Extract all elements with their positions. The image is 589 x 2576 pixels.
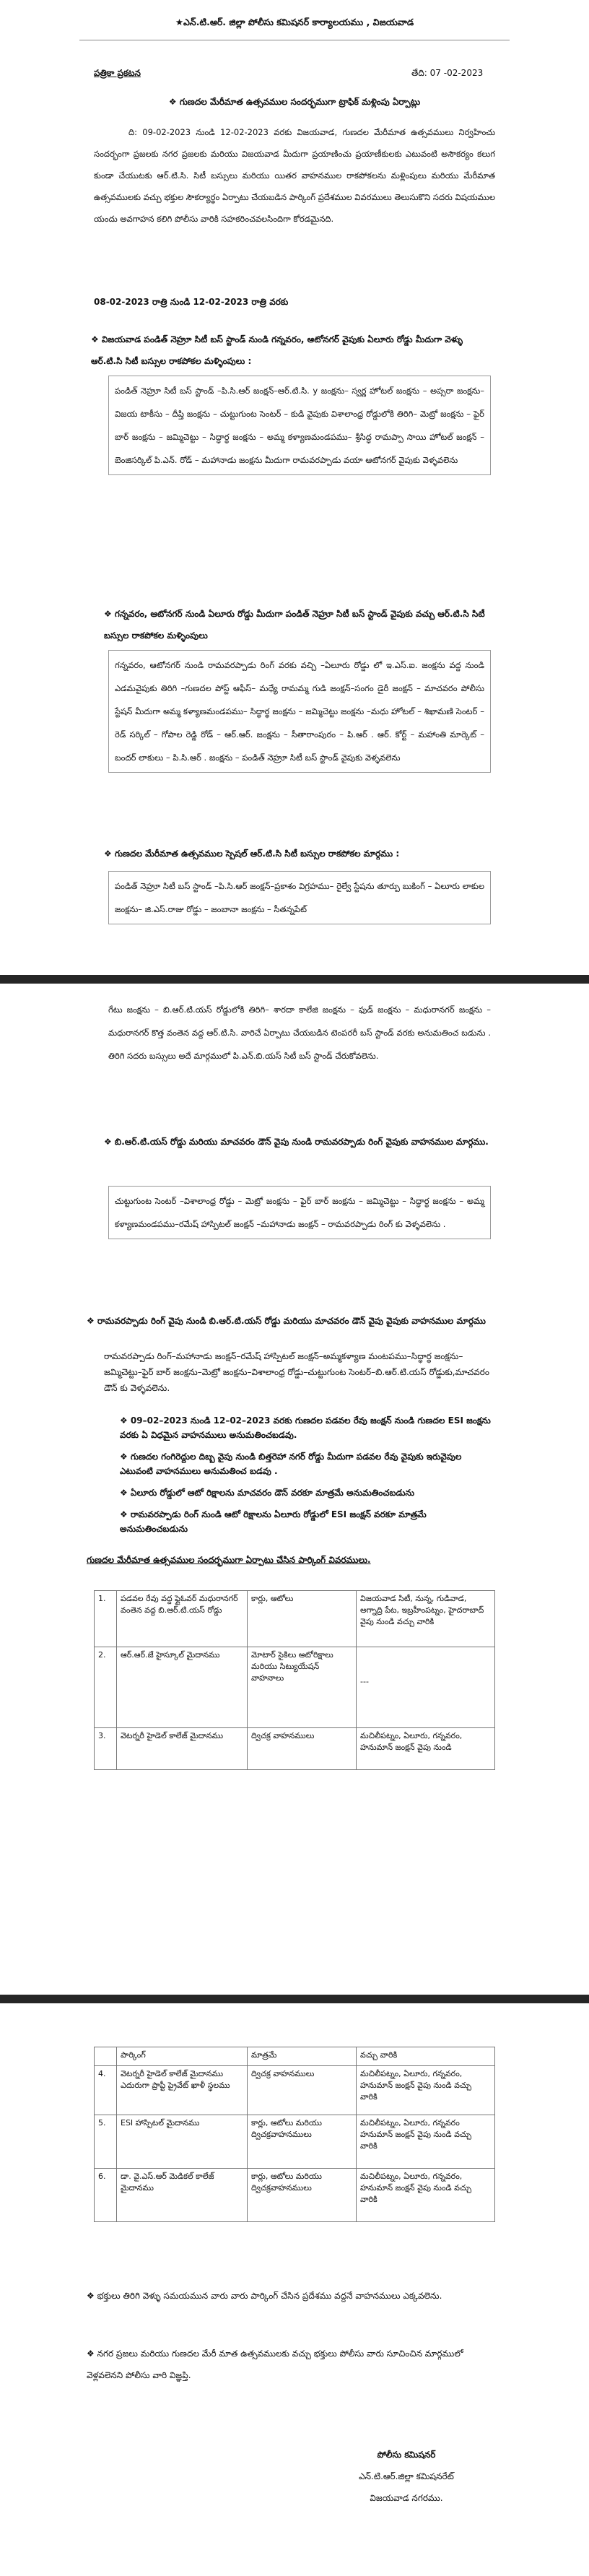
intro-title: ❖ గుణదల మేరీమాత ఉత్సవముల సందర్భముగా ట్రాఫిక్ మళ్లింపు ఏర్పాట్లు — [168, 97, 421, 107]
coming-from: --- — [357, 1647, 495, 1728]
diversion-window: 08-02-2023 రాత్రి నుండి 12-02-2023 రాత్రి వరకు — [94, 297, 289, 307]
parking-place: పడవల రేవు వద్ద ఫ్లైఓవర్ మధురానగర్ వంతెన వద్ద బి.ఆర్.టి.యస్ రోడ్డు — [117, 1591, 248, 1647]
table-row — [95, 2115, 495, 2169]
route-3-body: పండిత్ నెహ్రూ సిటీ బస్ స్టాండ్ –పి.సి.ఆర్ జంక్షన్–ప్రకాశం విగ్రహము– రైల్వే స్టేషను తూర్పు బుకింగ్ – ఏలూరు లాకుల జంక్షను– జి.ఎస్.రాజు రోడ్డు – జంబానా జంక్షను – సీతన్నపేట్ — [108, 871, 491, 924]
signature-office: ఎన్.టి.ఆర్.జిల్లా కమిషనరేట్ — [359, 2471, 454, 2481]
vehicle-type: ద్విచక్ర వాహనములు — [248, 2066, 357, 2115]
note-2: ❖ నగర ప్రజలు మరియు గుణదల మేరీ మాత ఉత్సవములకు వచ్చు భక్తులు పోలీసు వారు సూచించిన మార్గములో వెళ్లవలెనని పోలీసు వారి విజ్ఞప్తి. — [87, 2349, 463, 2380]
route-4-heading: ❖ బి.ఆర్.టి.యస్ రోడ్డు మరియు మాచవరం డౌన్ వైపు నుండి రామవరప్పాడు రింగ్ వైపుకు వాహనముల మార్గము. — [104, 1137, 489, 1147]
coming-from: మచిలీపట్నం, ఏలూరు, గన్నవరం హనుమాన్ జంక్షన్ వైపు నుండి వచ్చు వారికి — [357, 2115, 495, 2169]
page-separator — [0, 1995, 589, 2003]
table-row — [95, 2047, 495, 2066]
document-date: తేది: 07 -02-2023 — [411, 68, 484, 78]
table-row — [95, 1647, 495, 1728]
table-row — [95, 2169, 495, 2222]
coming-from: విజయవాడ సిటీ, నున్న, గుడివాడ, అగ్నాద్రి పేట, ఇబ్రహీంపట్నం, హైదరాబాద్ వైపు నుండి వచ్చు వారికి — [357, 1591, 495, 1647]
route-4-body: చుట్టుగుంట సెంటర్ –విశాలాంధ్ర రోడ్డు – మెట్రో జంక్షను – ఫైర్ బార్ జంక్షను – జమ్మిచెట్టు – సిద్ధార్థ జంక్షను – అమ్మ కళ్యాణమండపము–రమేష్ హాస్పిటల్ జంక్షన్ –మహానాడు జంక్షన్ – రామవరప్పాడు రింగ్ కు వెళ్ళవలెను . — [108, 1186, 491, 1239]
route-2-heading: ❖ గన్నవరం, ఆటోనగర్ నుండి ఏలూరు రోడ్డు మీదుగా పండిత్ నెహ్రూ సిటీ బస్ స్టాండ్ వైపుకు వచ్చు ఆర్.టి.సి సిటీ బస్సుల రాకపోకల మళ్ళింపులు — [104, 609, 485, 641]
vehicle-type: కార్లు, ఆటోలు మరియు ద్విచక్రవాహనములు — [248, 2115, 357, 2169]
row-number: 1. — [95, 1591, 117, 1647]
route-1-heading: ❖ విజయవాడ పండిత్ నెహ్రూ సిటీ బస్ స్టాండ్ నుండి గన్నవరం, ఆటోనగర్ వైపుకు ఏలూరు రోడ్డు మీదుగా వెళ్ళు ఆర్.టి.సి సిటీ బస్సుల రాకపోకల మళ్ళింపులు : — [91, 334, 463, 366]
signature-title: పోలీసు కమిషనర్ — [377, 2450, 436, 2460]
row-number: 6. — [95, 2169, 117, 2222]
table-row — [95, 1591, 495, 1647]
parking-title: గుణదల మేరీమాత ఉత్సవముల సందర్భముగా ఏర్పాటు చేసిన పార్కింగ్ వివరములు. — [87, 1555, 371, 1565]
page-1 — [79, 0, 510, 975]
row-number: 2. — [95, 1647, 117, 1728]
parking-place: ఆర్.ఆర్.జే హైస్కూల్ మైదానము — [117, 1647, 248, 1728]
rule-2: ❖ గుణదల గంగిరెద్దుల దిబ్బ వైపు నుండి బిత్తరెహా నగర్ రోడ్డు మీదుగా పడవల రేవు వైపుకు ఇరువైపుల ఎటువంటి వాహనములు అనుమతించ బడవు . — [120, 1452, 462, 1476]
parking-place: వెటర్నరీ హైడెల్ కాలేజ్ మైదానము ఎదురుగా ప్రాప్టీ ప్రైవేట్ ఖాళీ స్థలము — [117, 2066, 248, 2115]
row-number: 5. — [95, 2115, 117, 2169]
parking-place: డా. వై.ఎస్.ఆర్ మెడికల్ కాలేజ్ మైదానము — [117, 2169, 248, 2222]
row-number: 4. — [95, 2066, 117, 2115]
coming-from: మచిలీపట్నం, ఏలూరు, గన్నవరం, హనుమాన్ జంక్షన్ వైపు నుండి వచ్చు వారికి — [357, 2066, 495, 2115]
parking-place: ESI హాస్పిటల్ మైదానము — [117, 2115, 248, 2169]
route-5-body: రామవరప్పాడు రింగ్–మహానాడు జంక్షన్–రమేష్ హాస్పిటల్ జంక్షన్–అమ్మకళ్యాణ మంటపము–సిద్ధార్థ జంక్షను–జమ్మిచెట్టు–ఫైర్ బార్ జంక్షను–మెట్రో జంక్షను–విశాలాంధ్ర రోడ్డు–చుట్టుగుంట సెంటర్–బి.ఆర్.టి.యస్ రోడ్డుకు,మాచవరం డౌన్ కు వెళ్ళవలెను. — [104, 1351, 489, 1393]
rule-3: ❖ ఏలూరు రోడ్డులో ఆటో రిక్షాలను మాచవరం డౌన్ వరకూ మాత్రమే అనుమతించబడును — [120, 1488, 415, 1498]
press-release-label: పత్రికా ప్రకటన — [94, 68, 141, 78]
intro-body: ది: 09-02-2023 నుండి 12-02-2023 వరకు విజయవాడ, గుణదల మేరీమాత ఉత్సవములు నిర్వహించు సందర్భంగా ప్రజలకు నగర ప్రజలకు మరియు విజయవాడ మీదుగా ప్రయాణించు ప్రయాణీకులకు ఎటువంటి అసౌకర్యం కలుగ కుండా చేయుటకు ఆర్.టి.సి. సిటీ బస్సులు మరియు యితర వాహనముల రాకపోకలను మళ్లింపులు మరియు మేరీమాత ఉత్సవములకు వచ్చు భక్తుల సౌకర్యార్థం ఏర్పాటు చేయబడిన పార్కింగ్ ప్రదేశముల వివరములు తెలుసుకొని సదరు విషయముల యందు అవగాహన కలిగి పోలీసు వారికి సహకరించవలసిందిగా కోరడమైనది. — [94, 127, 495, 224]
table-row — [95, 2066, 495, 2115]
coming-from: మచిలీపట్నం, ఏలూరు, గన్నవరం, హనుమాన్ జంక్షన్ వైపు నుండి వచ్చు వారికి — [357, 2169, 495, 2222]
route-5-heading: ❖ రామవరప్పాడు రింగ్ వైపు నుండి బి.ఆర్.టి.యస్ రోడ్డు మరియు మాచవరం డౌన్ వైపు వైపుకు వాహనముల మార్గము — [87, 1316, 486, 1326]
coming-from: వచ్చు వారికి — [357, 2047, 495, 2066]
rule-1: ❖ 09–02–2023 నుండి 12–02–2023 వరకు గుణదల పడవల రేవు జంక్షన్ నుండి గుణదల ESI జంక్షను వరకు ఏ విధమైన వాహనములు అనుమతించబడవు. — [120, 1415, 491, 1440]
route-3-heading: ❖ గుణదల మేరీమాత ఉత్సవముల స్పెషల్ ఆర్.టి.సి సిటీ బస్సుల రాకపోకల మార్గము : — [104, 849, 400, 859]
vehicle-type: ద్విచక్ర వాహనములు — [248, 1728, 357, 1770]
table-row — [95, 1728, 495, 1770]
parking-table-part-2 — [94, 2047, 495, 2222]
page-separator — [0, 975, 589, 984]
page-3 — [79, 2003, 510, 2576]
vehicle-type: మోటార్ సైకిలు ఆటోరిక్షాలు మరియు సిట్యుయేషన్ వాహనాలు — [248, 1647, 357, 1728]
vehicle-type: కార్లు, ఆటోలు మరియు ద్విచక్రవాహనములు — [248, 2169, 357, 2222]
row-number — [95, 2047, 117, 2066]
note-1: ❖ భక్తులు తిరిగి వెళ్ళు సమయమున వారు వారు పార్కింగ్ చేసిన ప్రదేశము వద్దనే వాహనములు ఎక్కవలెను. — [87, 2291, 442, 2301]
parking-place: పార్కింగ్ — [117, 2047, 248, 2066]
page-2 — [79, 984, 510, 1995]
route-2-body: గన్నవరం, ఆటోనగర్ నుండి రామవరప్పాడు రింగ్ వరకు వచ్చి –ఏలూరు రోడ్డు లో ఇ.ఎస్.ఐ. జంక్షను వద్ద నుండి ఎడమవైపుకు తిరిగి –గుణదల పోస్ట్ ఆఫీస్– మధ్యే రామమ్మ గుడి జంక్షన్–సంగం డైరీ జంక్షన్ – మాచవరం పోలీసు స్టేషన్ మీదుగా అమ్మ కళ్యాణమండపము– సిద్ధార్థ జంక్షను – జమ్మిచెట్టు జంక్షను –మధు హోటల్ – శిఖామణి సెంటర్ – రెడ్ సర్కిల్ – గోపాల రెడ్డి రోడ్ – ఆర్.ఆర్. జంక్షను – సీతారాంపురం – పి.ఆర్ . ఆర్. కోర్ట్ – మహాంతి మార్కెట్ – బందర్ లాకులు – పి.సి.ఆర్ . జంక్షను – పండిత్ నెహ్రూ సిటీ బస్ స్టాండ్ వైపుకు వెళ్ళవలెను — [108, 650, 491, 773]
parking-table-part-1 — [94, 1590, 495, 1770]
document-header-title: ★ఎన్.టి.ఆర్. జిల్లా పోలీసు కమిషనర్ కార్యాలయము , విజయవాడ — [175, 17, 414, 27]
route-3-body-continued: గేటు జంక్షను – బి.ఆర్.టి.యస్ రోడ్డులోకి తిరిగి– శారదా కాలేజి జంక్షను – ఫుడ్ జంక్షను – మధురానగర్ జంక్షను – మధురానగర్ కొత్త వంతెన వద్ద ఆర్.టి.సి. వారిచే ఏర్పాటు చేయబడిన టెంపరరీ బస్ స్టాండ్ వరకు అనుమతించ బడును . తిరిగి సదరు బస్సులు అదే మార్గములో పి.ఎన్.బి.యస్ సిటీ బస్ స్టాండ్ చేరుకోవలెను. — [108, 1005, 491, 1061]
rule-4: ❖ రామవరప్పాడు రింగ్ నుండి ఆటో రిక్షాలను ఏలూరు రోడ్డులో ESI జంక్షన్ వరకూ మాత్రమే అనుమతించబడును — [120, 1509, 427, 1534]
route-1-body: పండిత్ నెహ్రూ సిటీ బస్ స్టాండ్ –పి.సి.ఆర్ జంక్షన్–ఆర్.టి.సి. y జంక్షను– స్వర్ణ హోటల్ జంక్షను – అప్సరా జంక్షను– విజయ టాకీసు – దీప్తి జంక్షను – చుట్టుగుంట సెంటర్ – కుడి వైపుకు విశాలాంధ్ర రోడ్డులోకి తిరిగి– మెట్రో జంక్షను – ఫైర్ బార్ జంక్షను – జమ్మిచెట్టు – సిద్ధార్థ జంక్షను – అమ్మ కళ్యాణమండపము– శ్రీసిద్ధ రామప్పా సాయి హోటల్ జంక్షన్ – బెంజిసర్కిల్ పి.ఎన్. రోడ్ – మహానాడు జంక్షను మీదుగా రామవరప్పాడు వయా ఆటోనగర్ వైపుకు వెళ్ళవలెను — [108, 376, 491, 475]
row-number: 3. — [95, 1728, 117, 1770]
coming-from: మచిలీపట్నం, ఏలూరు, గన్నవరం, హనుమాన్ జంక్షన్ వైపు నుండి — [357, 1728, 495, 1770]
vehicle-type: మాత్రమే — [248, 2047, 357, 2066]
signature-city: విజయవాడ నగరము. — [370, 2493, 443, 2503]
parking-place: వెటర్నరీ హైడెల్ కాలేజ్ మైదానము — [117, 1728, 248, 1770]
vehicle-type: కార్లు, ఆటోలు — [248, 1591, 357, 1647]
